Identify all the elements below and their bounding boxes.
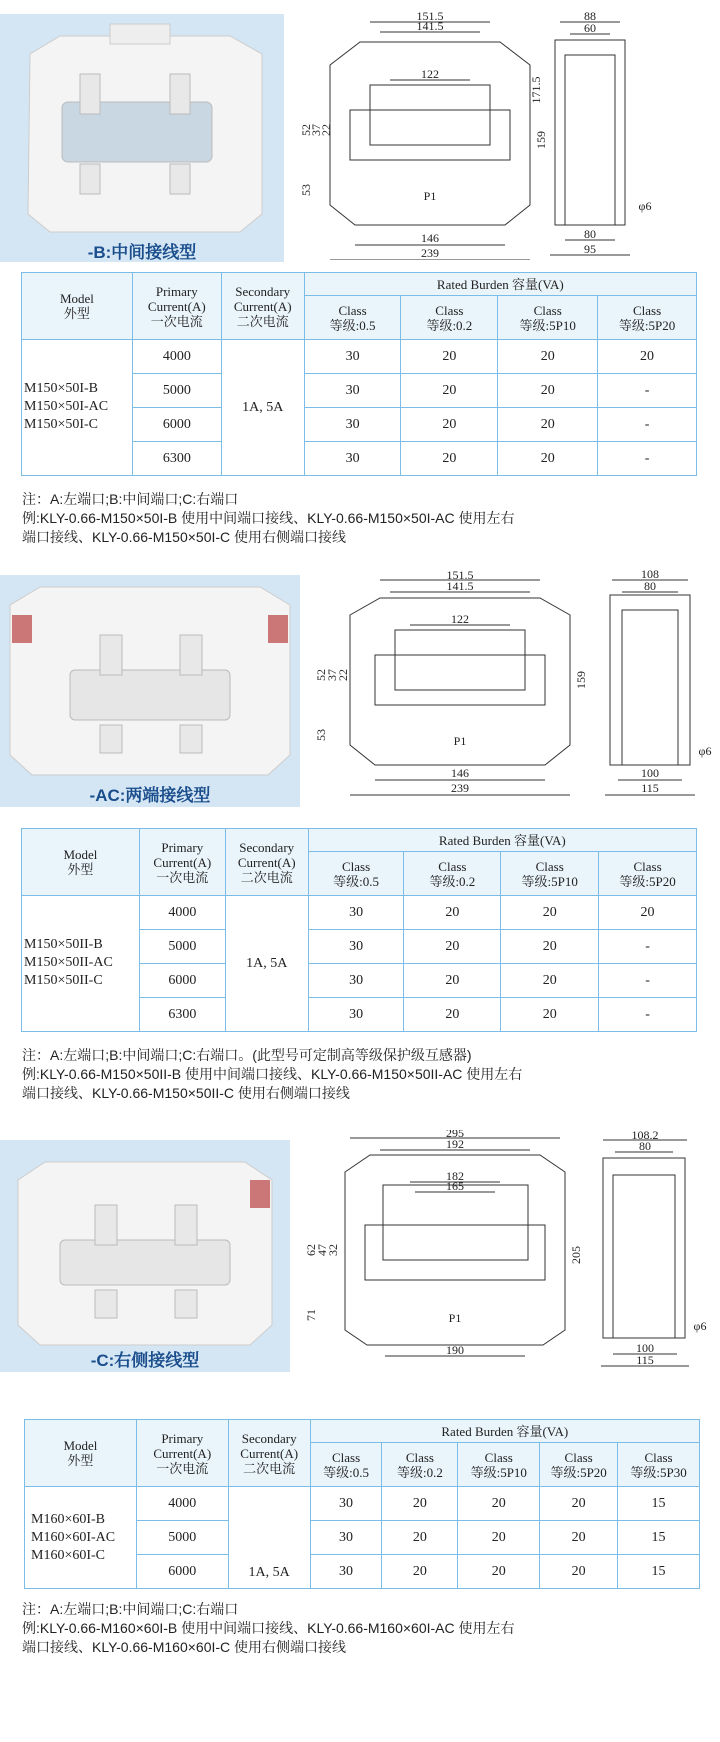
burden-value: 20 (540, 1487, 618, 1521)
secondary-value: 1A, 5A (221, 340, 304, 476)
burden-value: 30 (308, 930, 404, 964)
class-header: Class 等级:5P10 (501, 852, 599, 896)
photo-caption: -B:中间接线型 (87, 243, 197, 262)
class-header: Class 等级:5P10 (498, 296, 598, 340)
dim-right1: 159 (574, 671, 588, 689)
dim-sv-top2: 80 (639, 1139, 651, 1153)
burden-value: - (598, 408, 697, 442)
transformer-illustration (0, 575, 300, 807)
dim-bottom2: 239 (421, 246, 439, 260)
burden-value: 20 (501, 930, 599, 964)
dimension-drawing-c (295, 1130, 720, 1370)
model-header: Model 外型 (22, 273, 133, 340)
dim-phi: φ6 (638, 199, 652, 213)
burden-value: 20 (599, 896, 697, 930)
product-photo-c (0, 1140, 290, 1372)
secondary-value: 1A, 5A (228, 1487, 310, 1589)
dim-top1: 151.5 (416, 10, 444, 23)
burden-value: 20 (501, 964, 599, 998)
class-header: Class 等级:0.2 (382, 1443, 458, 1487)
burden-value: 20 (501, 896, 599, 930)
primary-value: 4000 (136, 1487, 228, 1521)
dim-inner: 182 (446, 1169, 464, 1183)
dim-sv-top2: 80 (644, 579, 656, 593)
burden-value: 30 (310, 1521, 382, 1555)
burden-value: 15 (618, 1555, 700, 1589)
secondary-value: 1A, 5A (225, 896, 308, 1032)
model-list: M160×60I-B M160×60I-AC M160×60I-C (25, 1487, 137, 1589)
note-example: 例:KLY-0.66-M150×50I-B 使用中间端口接线、KLY-0.66-M150×50I-AC 使用左右 (22, 510, 515, 526)
dim-side4: 53 (314, 729, 328, 741)
primary-value: 5000 (132, 374, 221, 408)
dim-sv-top1: 108 (641, 570, 659, 581)
model-list: M150×50I-B M150×50I-AC M150×50I-C (22, 340, 133, 476)
burden-value: 20 (382, 1521, 458, 1555)
class-header: Class 等级:0.5 (304, 296, 401, 340)
burden-value: - (599, 998, 697, 1032)
dim-side2: 47 (315, 1244, 329, 1256)
burden-value: 20 (498, 374, 598, 408)
dim-side4: 71 (304, 1309, 318, 1321)
burden-value: 20 (598, 340, 697, 374)
dim-top2: 192 (446, 1137, 464, 1151)
primary-value: 6300 (132, 442, 221, 476)
dim-sv-bottom2: 115 (636, 1353, 654, 1367)
secondary-header: Secondary Current(A) 二次电流 (228, 1420, 310, 1487)
burden-value: 30 (304, 442, 401, 476)
burden-value: 20 (404, 964, 501, 998)
dim-top2: 141.5 (446, 579, 474, 593)
dim-side1: 52 (299, 124, 313, 136)
dim-sv-bottom1: 100 (636, 1341, 654, 1355)
dim-bottom2: 239 (451, 781, 469, 795)
model-list: M150×50II-B M150×50II-AC M150×50II-C (22, 896, 140, 1032)
burden-value: 20 (498, 408, 598, 442)
dim-side2: 37 (309, 124, 323, 136)
label-p1: P1 (448, 1311, 462, 1325)
burden-value: 20 (401, 408, 498, 442)
dim-right1: 159 (534, 131, 548, 149)
dim-side3: 32 (326, 1244, 340, 1256)
note-block (22, 1600, 515, 1657)
note-block (22, 1046, 522, 1103)
dim-sv-bottom2: 115 (641, 781, 659, 795)
dim-right2: 171.5 (529, 76, 543, 104)
burden-value: 20 (404, 930, 501, 964)
dim-bottom1: 146 (451, 766, 469, 780)
class-header: Class 等级:5P30 (618, 1443, 700, 1487)
class-header: Class 等级:5P20 (540, 1443, 618, 1487)
burden-value: 30 (308, 896, 404, 930)
burden-value: 30 (304, 374, 401, 408)
dim-sv-top1: 88 (584, 10, 596, 23)
dim-side2: 37 (325, 669, 339, 681)
primary-value: 6000 (132, 408, 221, 442)
secondary-header: Secondary Current(A) 二次电流 (225, 829, 308, 896)
spec-table-c (24, 1419, 700, 1589)
primary-value: 6000 (136, 1555, 228, 1589)
dim-right1: 205 (569, 1246, 583, 1264)
burden-value: - (598, 442, 697, 476)
dim-phi: φ6 (698, 744, 712, 758)
burden-value: 30 (308, 998, 404, 1032)
primary-value: 4000 (132, 340, 221, 374)
burden-value: 20 (382, 1555, 458, 1589)
burden-value: 30 (304, 340, 401, 374)
dim-bottom1: 190 (446, 1343, 464, 1357)
transformer-illustration (0, 14, 284, 262)
model-header: Model 外型 (25, 1420, 137, 1487)
dim-bottom1: 146 (421, 231, 439, 245)
dim-sv-top2: 60 (584, 21, 596, 35)
class-header: Class 等级:5P10 (458, 1443, 540, 1487)
primary-header: Primary Current(A) 一次电流 (132, 273, 221, 340)
primary-header: Primary Current(A) 一次电流 (136, 1420, 228, 1487)
photo-caption: -C:右侧接线型 (90, 1351, 200, 1370)
primary-value: 5000 (139, 930, 225, 964)
burden-value: 20 (404, 998, 501, 1032)
dim-side4: 53 (299, 184, 313, 196)
burden-value: 20 (401, 442, 498, 476)
transformer-illustration (0, 1140, 290, 1372)
burden-value: 20 (458, 1555, 540, 1589)
dimension-drawing-ac (300, 570, 720, 802)
burden-value: 20 (540, 1555, 618, 1589)
dim-top1: 151.5 (446, 570, 474, 582)
primary-value: 6300 (139, 998, 225, 1032)
dim-top1: 295 (446, 1130, 464, 1140)
burden-header: Rated Burden 容量(VA) (304, 273, 696, 296)
note-legend: 注：A:左端口;B:中间端口;C:右端口 (22, 491, 239, 507)
burden-value: 20 (540, 1521, 618, 1555)
dim-side1: 52 (314, 669, 328, 681)
note-block (22, 490, 515, 547)
note-legend: 注：A:左端口;B:中间端口;C:右端口。(此型号可定制高等级保护级互感器) (22, 1047, 472, 1063)
label-p1: P1 (423, 189, 437, 203)
spec-table-ac (21, 828, 697, 1032)
class-header: Class 等级:5P20 (599, 852, 697, 896)
burden-value: - (598, 374, 697, 408)
dim-inner: 122 (451, 612, 469, 626)
dim-sv-bottom2: 95 (584, 242, 596, 256)
primary-header: Primary Current(A) 一次电流 (139, 829, 225, 896)
dim-side3: 22 (336, 669, 350, 681)
class-header: Class 等级:0.5 (310, 1443, 382, 1487)
burden-value: 20 (458, 1487, 540, 1521)
burden-value: 30 (304, 408, 401, 442)
note-example: 例:KLY-0.66-M150×50II-B 使用中间端口接线、KLY-0.66-M150×50II-AC 使用左右 (22, 1066, 523, 1082)
dim-sv-bottom1: 80 (584, 227, 596, 241)
dim-top2: 141.5 (416, 19, 444, 33)
note-legend: 注：A:左端口;B:中间端口;C:右端口 (22, 1601, 239, 1617)
dim-sv-bottom1: 100 (641, 766, 659, 780)
primary-value: 6000 (139, 964, 225, 998)
photo-caption: -AC:两端接线型 (89, 786, 211, 805)
label-p1: P1 (453, 734, 467, 748)
dimension-drawing-b (290, 10, 720, 260)
spec-table-b (21, 272, 697, 476)
burden-value: 15 (618, 1487, 700, 1521)
burden-value: 20 (501, 998, 599, 1032)
burden-header: Rated Burden 容量(VA) (308, 829, 696, 852)
burden-value: - (599, 930, 697, 964)
class-header: Class 等级:0.5 (308, 852, 404, 896)
product-photo-ac (0, 575, 300, 807)
dim-inner2: 165 (446, 1179, 464, 1193)
burden-value: 20 (382, 1487, 458, 1521)
note-example-cont: 端口接线、KLY-0.66-M160×60I-C 使用右侧端口接线 (22, 1639, 347, 1655)
burden-value: 20 (401, 374, 498, 408)
class-header: Class 等级:5P20 (598, 296, 697, 340)
note-example-cont: 端口接线、KLY-0.66-M150×50I-C 使用右侧端口接线 (22, 529, 347, 545)
burden-value: 20 (458, 1521, 540, 1555)
dim-side3: 22 (319, 124, 333, 136)
class-header: Class 等级:0.2 (401, 296, 498, 340)
dim-phi: φ6 (693, 1319, 707, 1333)
model-header: Model 外型 (22, 829, 140, 896)
burden-value: - (599, 964, 697, 998)
burden-header: Rated Burden 容量(VA) (310, 1420, 699, 1443)
product-photo-b (0, 14, 284, 262)
burden-value: 30 (308, 964, 404, 998)
primary-value: 5000 (136, 1521, 228, 1555)
primary-value: 4000 (139, 896, 225, 930)
burden-value: 15 (618, 1521, 700, 1555)
burden-value: 30 (310, 1487, 382, 1521)
note-example-cont: 端口接线、KLY-0.66-M150×50II-C 使用右侧端口接线 (22, 1085, 350, 1101)
burden-value: 20 (498, 340, 598, 374)
dim-inner: 122 (421, 67, 439, 81)
class-header: Class 等级:0.2 (404, 852, 501, 896)
secondary-header: Secondary Current(A) 二次电流 (221, 273, 304, 340)
note-example: 例:KLY-0.66-M160×60I-B 使用中间端口接线、KLY-0.66-M160×60I-AC 使用左右 (22, 1620, 515, 1636)
dim-sv-top1: 108.2 (631, 1130, 659, 1142)
dim-side1: 62 (304, 1244, 318, 1256)
burden-value: 30 (310, 1555, 382, 1589)
burden-value: 20 (498, 442, 598, 476)
burden-value: 20 (401, 340, 498, 374)
burden-value: 20 (404, 896, 501, 930)
